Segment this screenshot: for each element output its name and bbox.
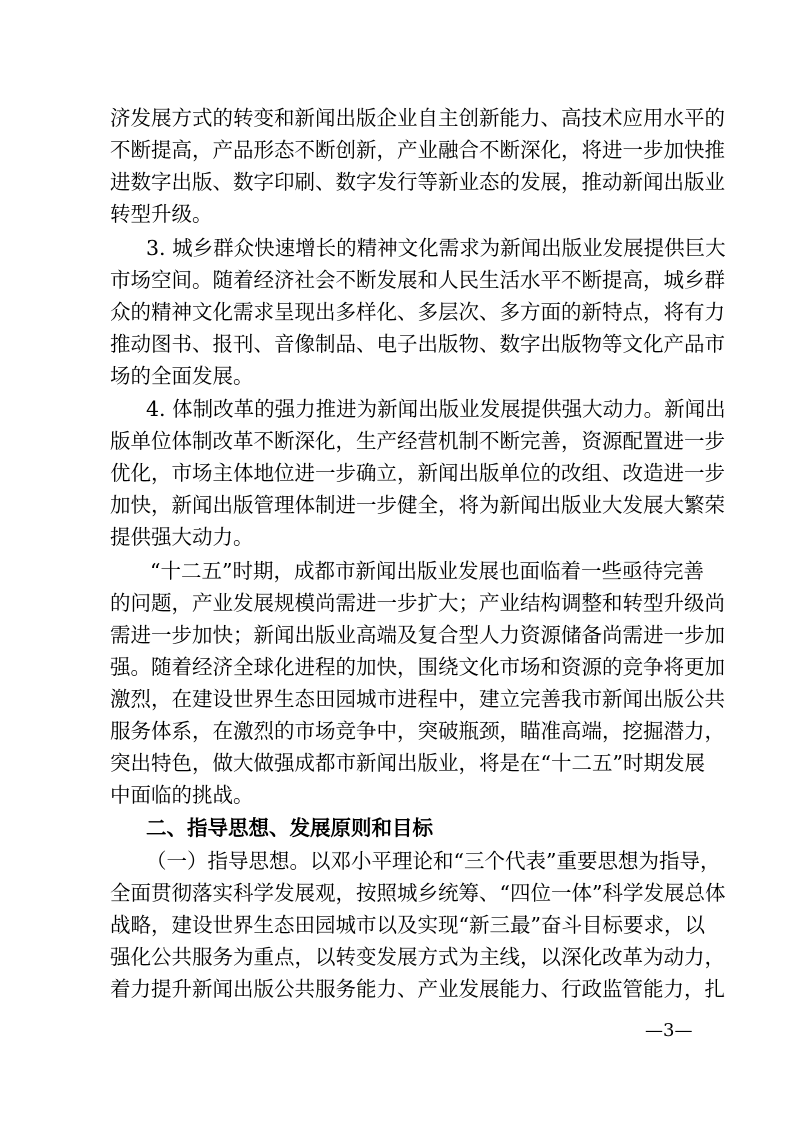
text-line: 着力提升新闻出版公共服务能力、产业发展能力、行政监管能力，扎 (110, 977, 725, 1001)
text-line: 转型升级。 (110, 202, 213, 226)
text-line: 的问题，产业发展规模尚需进一步扩大；产业结构调整和转型升级尚 (110, 591, 725, 615)
text-line: 需进一步加快；新闻出版业高端及复合型人力资源储备尚需进一步加 (110, 623, 725, 647)
text-line: 加快，新闻出版管理体制进一步健全，将为新闻出版业大发展大繁荣 (110, 493, 725, 517)
text-line-guiding-thought: （一）指导思想。以邓小平理论和“三个代表”重要思想为指导， (146, 849, 721, 873)
text-line: 激烈，在建设世界生态田园城市进程中，建立完善我市新闻出版公共 (110, 687, 725, 711)
text-line: 提供强大动力。 (110, 525, 254, 549)
page-number: —3— (645, 1020, 693, 1041)
text-line: 济发展方式的转变和新闻出版企业自主创新能力、高技术应用水平的 (110, 106, 725, 130)
text-line: 服务体系，在激烈的市场竞争中，突破瓶颈，瞄准高端，挖掘潜力， (110, 719, 725, 743)
text-line: 推动图书、报刊、音像制品、电子出版物、数字出版物等文化产品市 (110, 332, 725, 356)
text-line: 优化，市场主体地位进一步确立，新闻出版单位的改组、改造进一步 (110, 461, 725, 485)
text-line-item-4: 4. 体制改革的强力推进为新闻出版业发展提供强大动力。新闻出 (146, 397, 726, 421)
text-line: 不断提高，产品形态不断创新，产业融合不断深化，将进一步加快推 (110, 138, 725, 162)
section-heading: 二、指导思想、发展原则和目标 (146, 816, 433, 840)
text-line: 战略，建设世界生态田园城市以及实现“新三最”奋斗目标要求，以 (110, 913, 705, 937)
text-line: 进数字出版、数字印刷、数字发行等新业态的发展，推动新闻出版业 (110, 170, 725, 194)
text-line: 突出特色，做大做强成都市新闻出版业，将是在“十二五”时期发展 (110, 751, 705, 775)
text-line: 众的精神文化需求呈现出多样化、多层次、多方面的新特点，将有力 (110, 300, 725, 324)
text-line: 全面贯彻落实科学发展观，按照城乡统筹、“四位一体”科学发展总体 (110, 881, 726, 905)
text-line: 强。随着经济全球化进程的加快，围绕文化市场和资源的竞争将更加 (110, 655, 725, 679)
text-line: 市场空间。随着经济社会不断发展和人民生活水平不断提高，城乡群 (110, 268, 725, 292)
text-line: 中面临的挑战。 (110, 783, 254, 807)
text-line-paragraph-start: “十二五”时期，成都市新闻出版业发展也面临着一些亟待完善 (150, 559, 704, 583)
text-line: 场的全面发展。 (110, 364, 254, 388)
text-line: 强化公共服务为重点，以转变发展方式为主线，以深化改革为动力， (110, 945, 725, 969)
text-line: 版单位体制改革不断深化，生产经营机制不断完善，资源配置进一步 (110, 429, 725, 453)
text-line-item-3: 3. 城乡群众快速增长的精神文化需求为新闻出版业发展提供巨大 (146, 236, 726, 260)
